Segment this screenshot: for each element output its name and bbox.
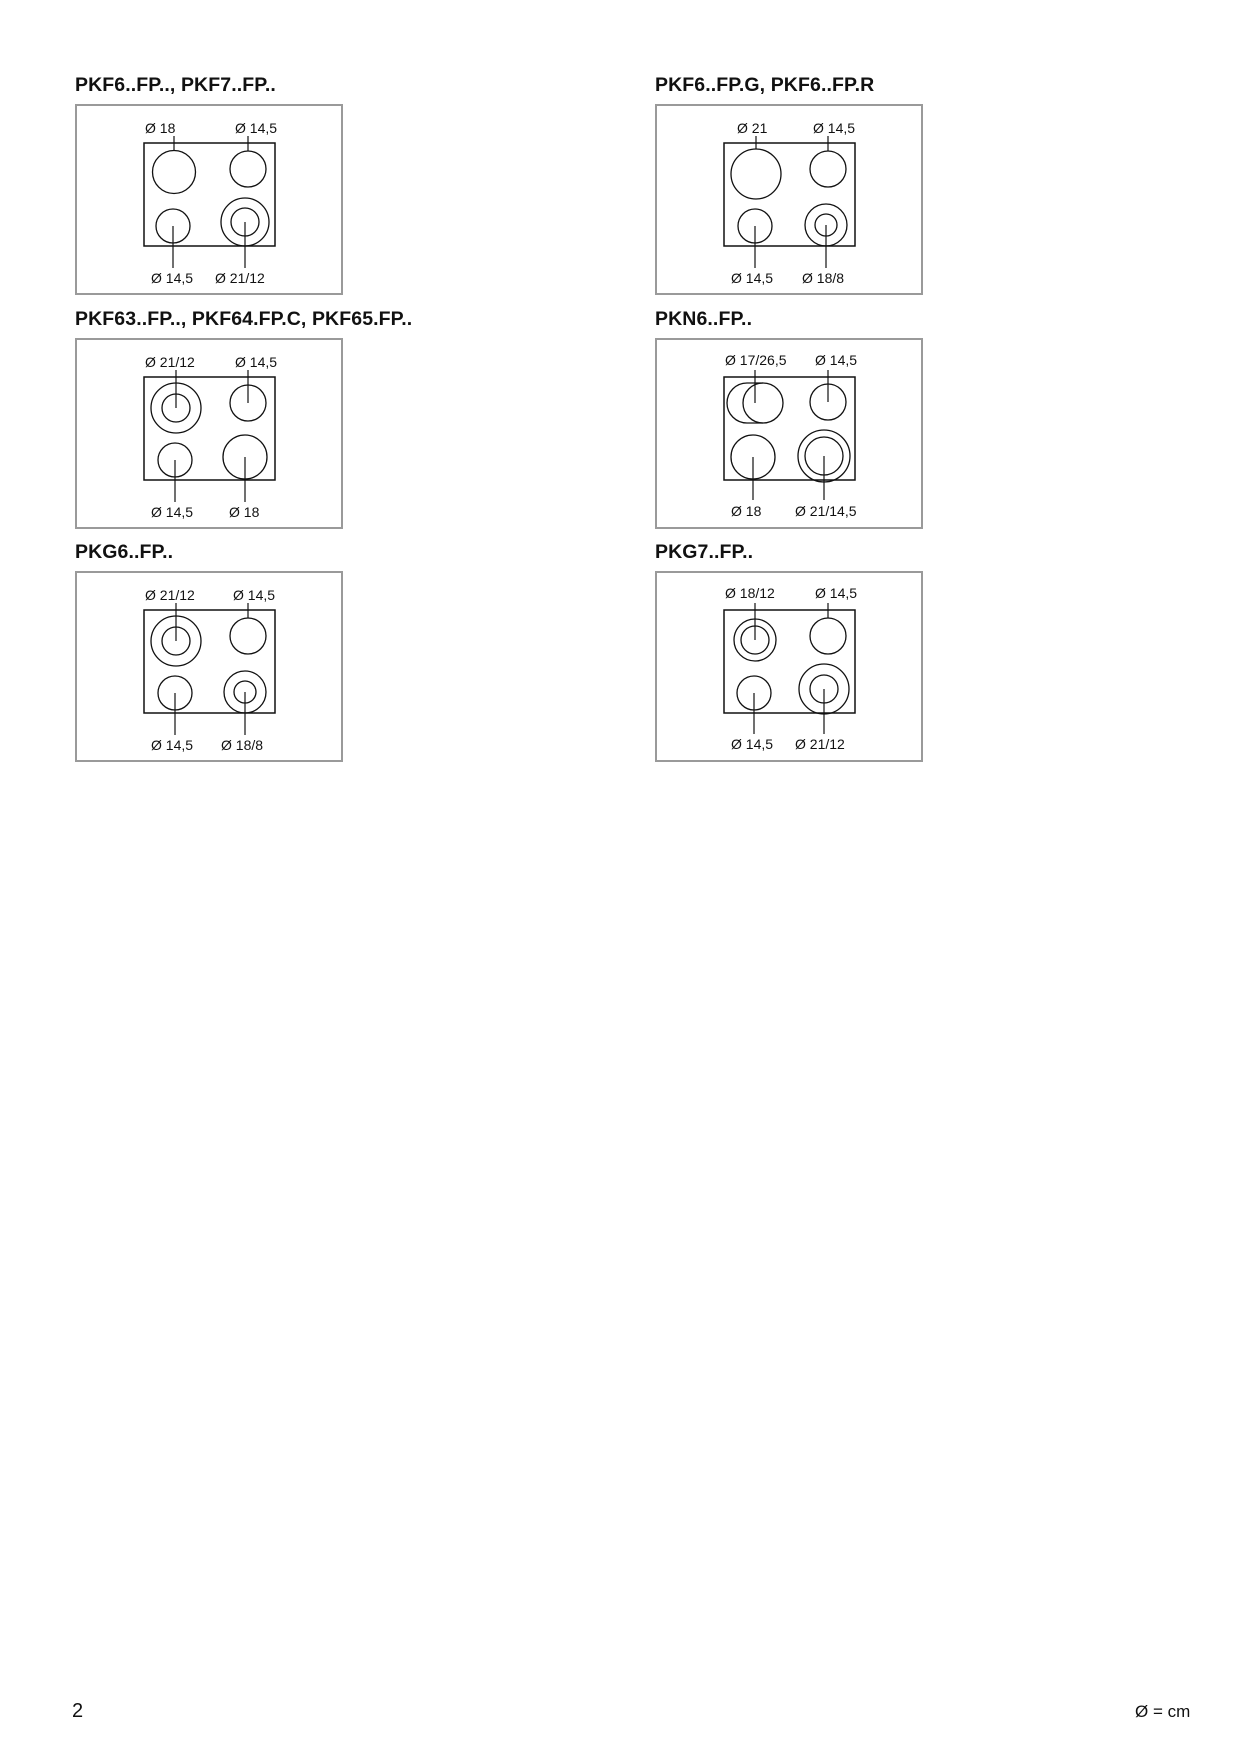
zone-label: Ø 21/12 (145, 354, 195, 370)
hob-diagram (75, 338, 343, 529)
zone-label: Ø 14,5 (151, 504, 194, 520)
cooking-zone-rear-left (731, 149, 781, 199)
zone-label: Ø 21/12 (795, 736, 845, 752)
cooking-zone-rear-left (153, 151, 196, 194)
zone-label: Ø 14,5 (233, 587, 276, 603)
hob-outline (144, 377, 275, 480)
panel-title: PKN6..FP.. (655, 308, 753, 330)
unit-legend: Ø = cm (1135, 1702, 1191, 1721)
zone-label: Ø 21/12 (215, 270, 265, 286)
panel-title: PKG7..FP.. (655, 541, 754, 563)
zone-label: Ø 14,5 (235, 354, 278, 370)
cooking-zone-rear-right (810, 151, 846, 187)
zone-label: Ø 17/26,5 (725, 352, 787, 368)
zone-label: Ø 18 (145, 120, 176, 136)
panel-title: PKF6..FP.., PKF7..FP.. (75, 74, 276, 96)
hob-diagram (655, 338, 923, 529)
zone-label: Ø 21/14,5 (795, 503, 857, 519)
zone-label: Ø 14,5 (813, 120, 856, 136)
hob-diagram (655, 104, 923, 295)
cooking-zone-rear-right (230, 618, 266, 654)
panel-title: PKF6..FP.G, PKF6..FP.R (655, 74, 875, 96)
panel-title: PKF63..FP.., PKF64.FP.C, PKF65.FP.. (75, 308, 413, 330)
hob-diagram (75, 104, 343, 295)
hob-layout-svg (657, 573, 925, 764)
hob-layout-svg (77, 106, 345, 297)
zone-label: Ø 18/8 (221, 737, 264, 753)
cooking-zone-rear-right (810, 618, 846, 654)
hob-layout-svg (77, 340, 345, 531)
cooking-zone-roaster (743, 383, 783, 423)
panel-title: PKG6..FP.. (75, 541, 174, 563)
hob-diagram (75, 571, 343, 762)
zone-label: Ø 14,5 (815, 352, 858, 368)
zone-label: Ø 14,5 (151, 270, 194, 286)
zone-label: Ø 21/12 (145, 587, 195, 603)
zone-label: Ø 14,5 (235, 120, 278, 136)
zone-label: Ø 14,5 (731, 736, 774, 752)
zone-label: Ø 18 (731, 503, 762, 519)
zone-label: Ø 18/8 (802, 270, 845, 286)
hob-outline (144, 610, 275, 713)
hob-outline (724, 377, 855, 480)
hob-diagram (655, 571, 923, 762)
zone-label: Ø 14,5 (815, 585, 858, 601)
zone-label: Ø 14,5 (151, 737, 194, 753)
page-number: 2 (72, 1700, 84, 1722)
cooking-zone-roaster-extension (727, 383, 763, 423)
zone-label: Ø 21 (737, 120, 768, 136)
zone-label: Ø 14,5 (731, 270, 774, 286)
zone-label: Ø 18/12 (725, 585, 775, 601)
zone-label: Ø 18 (229, 504, 260, 520)
hob-layout-svg (77, 573, 345, 764)
hob-layout-svg (657, 340, 925, 531)
cooking-zone-rear-right (230, 151, 266, 187)
hob-layout-svg (657, 106, 925, 297)
